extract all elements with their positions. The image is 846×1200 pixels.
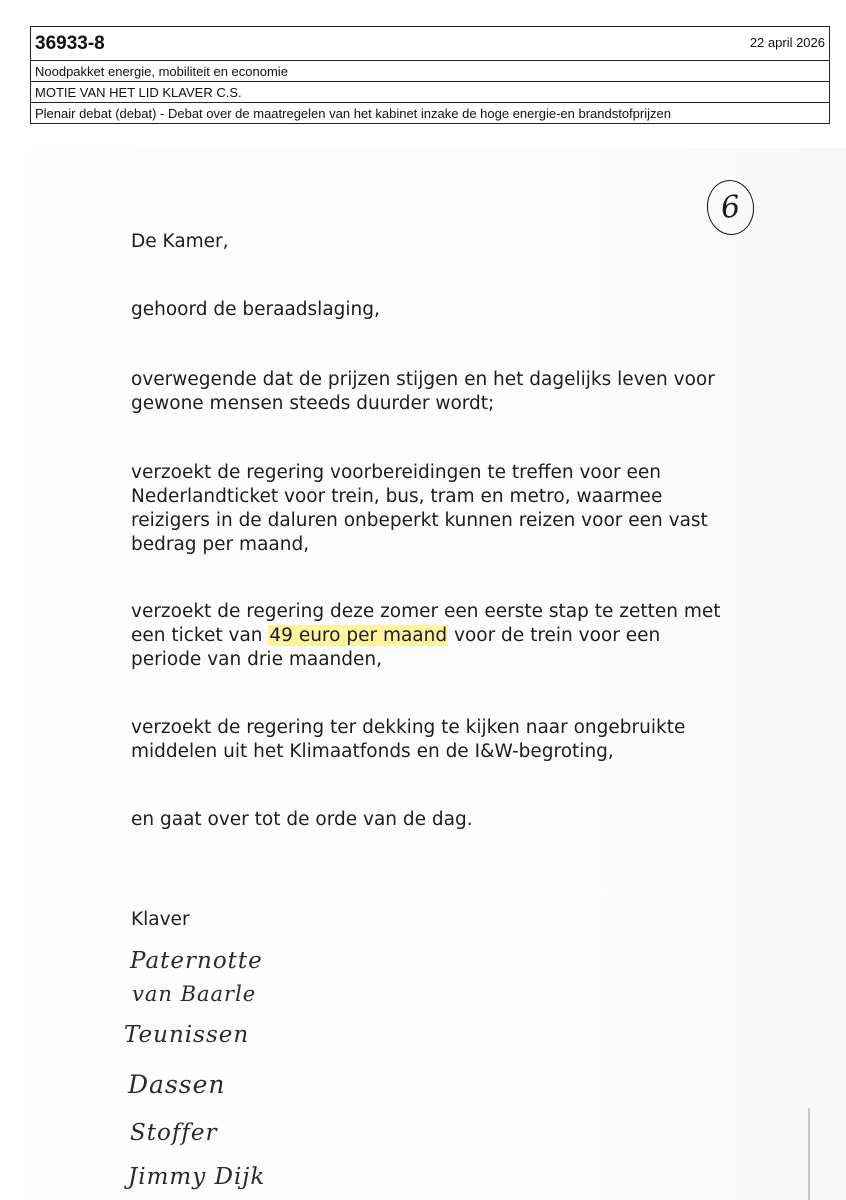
signature: Teunissen <box>124 1022 250 1048</box>
document-number: 36933-8 <box>35 33 105 54</box>
request1-line-2: Nederlandticket voor trein, bus, tram en metro, waarmee <box>131 486 663 507</box>
considering-line-1: overwegende dat de prijzen stijgen en het dagelijks leven voor <box>131 369 715 390</box>
document-date: 22 april 2026 <box>749 35 825 50</box>
request1-line-3: reizigers in de daluren onbeperkt kunnen reizen voor een vast <box>131 510 708 531</box>
request-clause-3 <box>131 716 771 764</box>
heard-clause: gehoord de beraadslaging, <box>131 299 380 320</box>
document-subject: Noodpakket energie, mobiliteit en economie <box>31 60 829 81</box>
request3-line-1: verzoekt de regering ter dekking te kijken naar ongebruikte <box>131 717 686 738</box>
highlighted-ticket-price: 49 euro per maand <box>269 625 448 646</box>
request1-line-1: verzoekt de regering voorbereidingen te treffen voor een <box>131 462 662 483</box>
request1-line-4: bedrag per maand, <box>131 534 310 555</box>
signature: Dassen <box>128 1070 226 1099</box>
request2-line-3: periode van drie maanden, <box>131 649 382 670</box>
request2-line-2 <box>131 624 771 648</box>
request2-line-2-start: een ticket van <box>131 625 269 646</box>
page-number-value: 6 <box>719 189 742 226</box>
debate-description: Plenair debat (debat) - Debat over de maatregelen van het kabinet inzake de hoge energie-en brandstofprijzen <box>31 102 829 123</box>
motion-title: MOTIE VAN HET LID KLAVER C.S. <box>31 81 829 102</box>
request3-line-2: middelen uit het Klimaatfonds en de I&W-begroting, <box>131 741 614 762</box>
closing-clause: en gaat over tot de orde van de dag. <box>131 809 473 830</box>
signature: van Baarle <box>132 982 257 1006</box>
request-clause-2 <box>131 600 771 672</box>
scan-edge-line <box>808 1108 810 1200</box>
signature: Stoffer <box>130 1120 218 1146</box>
request2-line-2-end: voor de trein voor een <box>448 625 661 646</box>
signature: Paternotte <box>130 948 263 974</box>
considering-clause <box>131 368 771 416</box>
request-clause-1 <box>131 461 771 557</box>
request2-line-1: verzoekt de regering deze zomer een eerste stap te zetten met <box>131 601 721 622</box>
considering-line-2: gewone mensen steeds duurder wordt; <box>131 393 495 414</box>
signature: Jimmy Dijk <box>128 1164 266 1190</box>
typed-signer: Klaver <box>131 909 190 930</box>
salutation: De Kamer, <box>131 231 229 252</box>
header-row-number <box>31 27 829 60</box>
document-header-table <box>30 26 830 124</box>
